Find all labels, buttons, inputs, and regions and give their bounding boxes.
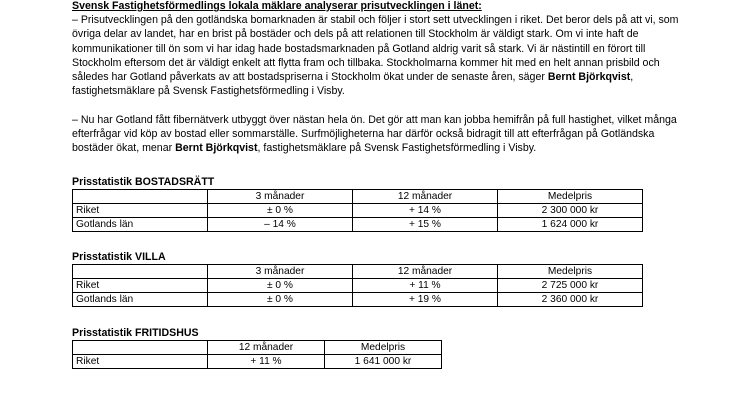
header-cell: 12 månader <box>208 340 325 354</box>
table-cell: + 15 % <box>353 217 498 231</box>
table-villa <box>72 264 643 307</box>
document-page <box>72 0 692 369</box>
header-cell <box>73 189 208 203</box>
table-row <box>73 354 442 368</box>
person-name: Bernt Björkqvist <box>175 142 258 155</box>
row-label: Gotlands län <box>73 217 208 231</box>
person-name: Bernt Björkqvist <box>547 71 631 84</box>
table-row <box>73 217 643 231</box>
table-title-fritidshus: Prisstatistik FRITIDSHUS <box>72 326 199 339</box>
paragraph-quote-1 <box>72 13 692 99</box>
table-cell: 1 624 000 kr <box>498 217 643 231</box>
table-cell: + 11 % <box>353 278 498 292</box>
row-label: Riket <box>73 354 208 368</box>
table-cell: 2 725 000 kr <box>498 278 643 292</box>
table-cell: – 14 % <box>208 217 353 231</box>
header-cell: Medelpris <box>325 340 442 354</box>
paragraph-quote-2 <box>72 113 692 156</box>
table-row <box>73 278 643 292</box>
table-cell: + 11 % <box>208 354 325 368</box>
table-header-row <box>73 264 643 278</box>
table-header-row <box>73 189 643 203</box>
header-cell: Medelpris <box>498 189 643 203</box>
table-cell: 1 641 000 kr <box>325 354 442 368</box>
header-cell: Medelpris <box>498 264 643 278</box>
paragraph-text: – Prisutvecklingen på den gotländska bomarknaden är stabil och följer i stort sett utvecklingen i riket. Det beror dels på att vi, som övriga delar av landet, har en brist på bostäder och dels på att relationen till Stockholm är väldigt stark. Om vi inte haft de kommunikationer till ön som vi har idag hade bostadsmarknaden på Gotland aldrig varit så stark. Vi är nästintill en förort till Stockholm eftersom det är väldigt enkelt att flytta fram och tillbaka. Stockholmarna kommer hit med en helt annan prisbild och således har Gotland påverkats av att bostadspriserna i Stockholm ökat under de senaste åren, säger <box>72 14 679 84</box>
table-header-row <box>73 340 442 354</box>
row-label: Riket <box>73 203 208 217</box>
table-title-bostadsratt: Prisstatistik BOSTADSRÄTT <box>72 175 215 188</box>
table-cell: ± 0 % <box>208 203 353 217</box>
header-cell: 3 månader <box>208 189 353 203</box>
header-cell: 12 månader <box>353 189 498 203</box>
table-cell: 2 360 000 kr <box>498 292 643 306</box>
table-cell: ± 0 % <box>208 292 353 306</box>
row-label: Gotlands län <box>73 292 208 306</box>
header-cell <box>73 340 208 354</box>
paragraph-tail: , fastighetsmäklare på Svensk Fastighetsförmedling i Visby. <box>72 71 634 98</box>
table-cell: ± 0 % <box>208 278 353 292</box>
table-row <box>73 292 643 306</box>
table-fritidshus <box>72 340 442 369</box>
header-cell: 12 månader <box>353 264 498 278</box>
table-bostadsratt <box>72 189 643 232</box>
paragraph-tail: , fastighetsmäklare på Svensk Fastighetsförmedling i Visby. <box>257 142 537 155</box>
table-title-villa: Prisstatistik VILLA <box>72 250 166 263</box>
section-heading: Svensk Fastighetsförmedlings lokala mäklare analyserar prisutvecklingen i länet: <box>72 0 482 12</box>
header-cell <box>73 264 208 278</box>
row-label: Riket <box>73 278 208 292</box>
table-cell: + 19 % <box>353 292 498 306</box>
table-cell: 2 300 000 kr <box>498 203 643 217</box>
table-cell: + 14 % <box>353 203 498 217</box>
header-cell: 3 månader <box>208 264 353 278</box>
paragraph-text: – Nu har Gotland fått fibernätverk utbyggt över nästan hela ön. Det gör att man kan jobba hemifrån på full hastighet, vilket många efterfrågar vid köp av bostad eller sommarställe. Surfmöjligheterna har därför också bidragit till att efterfrågan på Gotländska bostäder ökat, menar <box>72 113 677 155</box>
table-row <box>73 203 643 217</box>
